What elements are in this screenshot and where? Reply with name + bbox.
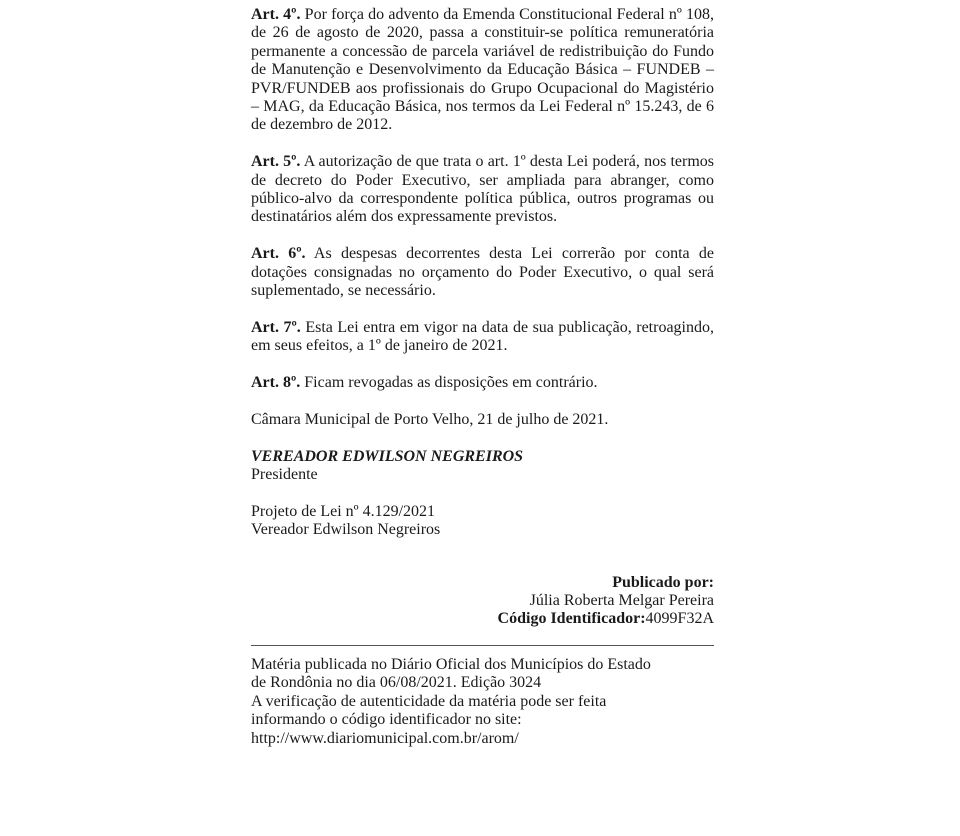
verification-url-link[interactable]: http://www.diariomunicipal.com.br/arom/ [251, 729, 519, 747]
footer-line-1: Matéria publicada no Diário Oficial dos Municípios do Estado [251, 655, 651, 673]
article-label: Art. 4º. [251, 6, 301, 23]
article-label: Art. 7º. [251, 318, 301, 336]
article-label: Art. 6º. [251, 245, 306, 263]
article-7 [251, 319, 714, 356]
project-number: Projeto de Lei nº 4.129/2021 [251, 502, 436, 520]
footer-notice [251, 656, 714, 748]
place-date: Câmara Municipal de Porto Velho, 21 de julho de 2021. [251, 410, 609, 428]
article-label: Art. 5º. [251, 153, 301, 171]
code-value: 4099F32A [645, 610, 714, 628]
article-4 [251, 6, 714, 135]
article-8 [251, 374, 714, 392]
article-text: Por força do advento da Emenda Constitucional Federal nº 108, de 26 de agosto de 2020, passa a constituir-se política remuneratória permanente a concessão de parcela variável de redistribuição do Fundo de Manutenção e Desenvolvimento da Educação Básica – FUNDEB – PVR/FUNDEB aos profissionais do Grupo Ocupacional do Magistério – MAG, da Educação Básica, nos termos da Lei Federal nº 15.243, de 6 de dezembro de 2012. [251, 6, 714, 134]
footer-line-3: A verificação de autenticidade da matéria pode ser feita [251, 692, 607, 710]
footer-divider [251, 645, 714, 646]
signature-block [251, 448, 714, 485]
article-label: Art. 8º. [251, 374, 301, 392]
article-text: As despesas decorrentes desta Lei correrão por conta de dotações consignadas no orçamento do Poder Executivo, o qual será suplementado, se necessário. [251, 245, 715, 300]
signatory-role: Presidente [251, 466, 318, 484]
project-author: Vereador Edwilson Negreiros [251, 521, 441, 539]
published-by-label: Publicado por: [612, 573, 714, 591]
publisher-name: Júlia Roberta Melgar Pereira [529, 592, 714, 610]
code-label: Código Identificador: [497, 610, 646, 628]
article-6 [251, 245, 714, 300]
footer-line-4: informando o código identificador no site: [251, 711, 522, 729]
article-text: Ficam revogadas as disposições em contrário. [304, 374, 598, 392]
article-text: Esta Lei entra em vigor na data de sua publicação, retroagindo, em seus efeitos, a 1º de janeiro de 2021. [251, 318, 715, 355]
footer-line-2: de Rondônia no dia 06/08/2021. Edição 3024 [251, 674, 542, 692]
signatory-name: VEREADOR EDWILSON NEGREIROS [251, 447, 524, 465]
project-block [251, 503, 714, 540]
identifier-code [251, 610, 714, 628]
article-5 [251, 153, 714, 227]
publication-block [251, 574, 714, 629]
document-page [251, 6, 714, 748]
article-text: A autorização de que trata o art. 1º desta Lei poderá, nos termos de decreto do Poder Executivo, ser ampliada para abranger, como público-alvo da correspondente política pública, outros programas ou destinatários além dos expressamente previstos. [251, 153, 715, 226]
